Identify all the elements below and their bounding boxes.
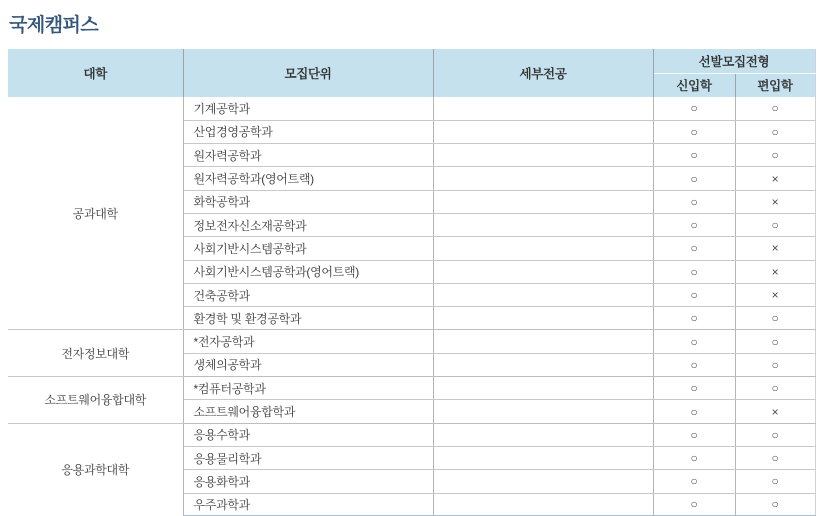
major-cell [433, 446, 653, 469]
freshman-mark-cell: ○ [653, 493, 735, 516]
freshman-mark-cell: ○ [653, 400, 735, 423]
freshman-mark-cell: ○ [653, 330, 735, 353]
unit-cell: 응용물리학과 [183, 446, 433, 469]
unit-cell: 환경학 및 환경공학과 [183, 307, 433, 330]
major-cell [433, 353, 653, 376]
unit-cell: 기계공학과 [183, 97, 433, 120]
transfer-mark-cell: × [735, 237, 815, 260]
unit-cell: 생체의공학과 [183, 353, 433, 376]
major-cell [433, 307, 653, 330]
college-cell: 소프트웨어융합대학 [8, 377, 183, 424]
admissions-table [8, 49, 816, 516]
college-cell: 공과대학 [8, 97, 183, 330]
freshman-mark-cell: ○ [653, 190, 735, 213]
freshman-mark-cell: ○ [653, 353, 735, 376]
freshman-mark-cell: ○ [653, 423, 735, 446]
major-cell [433, 283, 653, 306]
page-title: 국제캠퍼스 [9, 15, 99, 36]
transfer-mark-cell: ○ [735, 470, 815, 493]
unit-cell: 산업경영공학과 [183, 120, 433, 143]
major-cell [433, 260, 653, 283]
freshman-mark-cell: ○ [653, 237, 735, 260]
table-row [8, 377, 815, 400]
transfer-mark-cell: ○ [735, 97, 815, 120]
freshman-mark-cell: ○ [653, 307, 735, 330]
header-transfer: 편입학 [735, 73, 815, 97]
table-row [8, 330, 815, 353]
transfer-mark-cell: × [735, 260, 815, 283]
transfer-mark-cell: ○ [735, 446, 815, 469]
table-header [8, 49, 815, 97]
header-major: 세부전공 [433, 49, 653, 97]
freshman-mark-cell: ○ [653, 283, 735, 306]
unit-cell: 건축공학과 [183, 283, 433, 306]
freshman-mark-cell: ○ [653, 446, 735, 469]
transfer-mark-cell: × [735, 190, 815, 213]
transfer-mark-cell: ○ [735, 144, 815, 167]
major-cell [433, 213, 653, 236]
major-cell [433, 237, 653, 260]
major-cell [433, 493, 653, 516]
unit-cell: 응용수학과 [183, 423, 433, 446]
transfer-mark-cell: × [735, 283, 815, 306]
freshman-mark-cell: ○ [653, 213, 735, 236]
transfer-mark-cell: ○ [735, 493, 815, 516]
transfer-mark-cell: × [735, 400, 815, 423]
unit-cell: 정보전자신소재공학과 [183, 213, 433, 236]
unit-cell: *전자공학과 [183, 330, 433, 353]
freshman-mark-cell: ○ [653, 144, 735, 167]
table-row [8, 423, 815, 446]
table-row [8, 97, 815, 120]
unit-cell: 우주과학과 [183, 493, 433, 516]
major-cell [433, 470, 653, 493]
unit-cell: *컴퓨터공학과 [183, 377, 433, 400]
header-college: 대학 [8, 49, 183, 97]
freshman-mark-cell: ○ [653, 97, 735, 120]
major-cell [433, 97, 653, 120]
table-body [8, 97, 815, 516]
transfer-mark-cell: ○ [735, 120, 815, 143]
major-cell [433, 144, 653, 167]
unit-cell: 응용화학과 [183, 470, 433, 493]
major-cell [433, 377, 653, 400]
freshman-mark-cell: ○ [653, 167, 735, 190]
major-cell [433, 400, 653, 423]
transfer-mark-cell: ○ [735, 423, 815, 446]
college-cell: 응용과학대학 [8, 423, 183, 516]
unit-cell: 원자력공학과 [183, 144, 433, 167]
unit-cell: 사회기반시스템공학과 [183, 237, 433, 260]
header-unit: 모집단위 [183, 49, 433, 97]
transfer-mark-cell: × [735, 167, 815, 190]
transfer-mark-cell: ○ [735, 330, 815, 353]
header-selection: 선발모집전형 [653, 49, 815, 73]
transfer-mark-cell: ○ [735, 353, 815, 376]
unit-cell: 사회기반시스템공학과(영어트랙) [183, 260, 433, 283]
major-cell [433, 190, 653, 213]
unit-cell: 원자력공학과(영어트랙) [183, 167, 433, 190]
freshman-mark-cell: ○ [653, 377, 735, 400]
transfer-mark-cell: ○ [735, 307, 815, 330]
unit-cell: 소프트웨어융합학과 [183, 400, 433, 423]
major-cell [433, 167, 653, 190]
major-cell [433, 120, 653, 143]
unit-cell: 화학공학과 [183, 190, 433, 213]
freshman-mark-cell: ○ [653, 120, 735, 143]
freshman-mark-cell: ○ [653, 470, 735, 493]
college-cell: 전자정보대학 [8, 330, 183, 377]
major-cell [433, 330, 653, 353]
transfer-mark-cell: ○ [735, 377, 815, 400]
major-cell [433, 423, 653, 446]
header-freshman: 신입학 [653, 73, 735, 97]
transfer-mark-cell: ○ [735, 213, 815, 236]
freshman-mark-cell: ○ [653, 260, 735, 283]
